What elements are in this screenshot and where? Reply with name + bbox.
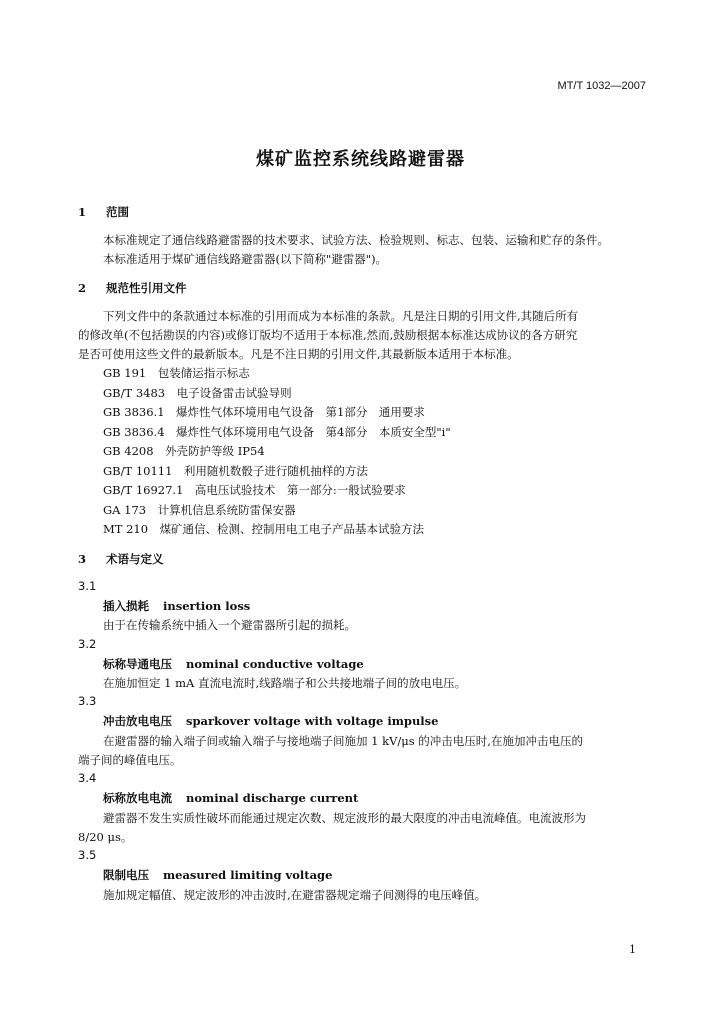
reference-title: 爆炸性气体环境用电气设备 第1部分 通用要求 bbox=[176, 405, 425, 419]
reference-item bbox=[103, 463, 368, 479]
reference-item bbox=[103, 482, 406, 498]
reference-title: 高电压试验技术 第一部分:一般试验要求 bbox=[194, 483, 406, 497]
clause-number: 3.3 bbox=[78, 694, 97, 708]
section-title: 范围 bbox=[106, 205, 129, 219]
reference-item bbox=[103, 443, 265, 459]
reference-code: GB/T 16927.1 bbox=[103, 483, 184, 497]
reference-title: 包装储运指示标志 bbox=[157, 366, 250, 380]
term-definition: 施加规定幅值、规定波形的冲击波时,在避雷器规定端子间测得的电压峰值。 bbox=[103, 888, 487, 902]
reference-code: GB 3836.4 bbox=[103, 425, 165, 439]
section-title: 术语与定义 bbox=[106, 552, 164, 566]
reference-title: 电子设备雷击试验导则 bbox=[176, 386, 292, 400]
reference-code: MT 210 bbox=[103, 522, 149, 536]
references-intro-line-2: 的修改单(不包括勘误的内容)或修订版均不适用于本标准,然而,鼓励根据本标准达成协议的各方研究 bbox=[78, 328, 578, 342]
section-number: 2 bbox=[78, 281, 87, 295]
standard-number: MT/T 1032—2007 bbox=[557, 80, 646, 92]
reference-item bbox=[103, 424, 451, 440]
reference-item bbox=[103, 502, 296, 518]
document-title: 煤矿监控系统线路避雷器 bbox=[256, 149, 465, 170]
term-en: insertion loss bbox=[163, 599, 251, 613]
section-2-heading bbox=[78, 280, 187, 296]
reference-title: 爆炸性气体环境用电气设备 第4部分 本质安全型"i" bbox=[176, 425, 451, 439]
reference-title: 计算机信息系统防雷保安器 bbox=[157, 503, 296, 517]
term-heading bbox=[103, 790, 358, 806]
references-intro-line-1: 下列文件中的条款通过本标准的引用而成为本标准的条款。凡是注日期的引用文件,其随后所有 bbox=[103, 309, 579, 323]
clause-number: 3.1 bbox=[78, 579, 97, 593]
section-title: 规范性引用文件 bbox=[106, 281, 187, 295]
term-zh: 标称导通电压 bbox=[103, 657, 172, 671]
term-definition: 在施加恒定 1 mA 直流电流时,线路端子和公共接地端子间的放电电压。 bbox=[103, 676, 467, 690]
term-zh: 冲击放电电压 bbox=[103, 714, 172, 728]
page-number: 1 bbox=[629, 943, 636, 956]
section-3-heading bbox=[78, 551, 164, 567]
section-number: 3 bbox=[78, 552, 87, 566]
reference-item bbox=[103, 385, 292, 401]
section-1-heading bbox=[78, 204, 129, 220]
reference-item bbox=[103, 404, 425, 420]
term-heading bbox=[103, 598, 250, 614]
term-en: nominal discharge current bbox=[186, 791, 359, 805]
reference-item bbox=[103, 521, 424, 537]
term-zh: 插入损耗 bbox=[103, 599, 149, 613]
reference-code: GB/T 10111 bbox=[103, 464, 173, 478]
term-en: nominal conductive voltage bbox=[186, 657, 364, 671]
scope-paragraph-2: 本标准适用于煤矿通信线路避雷器(以下简称"避雷器")。 bbox=[103, 252, 388, 266]
clause-number: 3.4 bbox=[78, 771, 97, 785]
term-heading bbox=[103, 713, 438, 729]
reference-code: GB/T 3483 bbox=[103, 386, 166, 400]
section-number: 1 bbox=[78, 205, 87, 219]
term-heading bbox=[103, 656, 364, 672]
reference-code: GB 3836.1 bbox=[103, 405, 165, 419]
term-en: measured limiting voltage bbox=[163, 868, 333, 882]
term-zh: 标称放电电流 bbox=[103, 791, 172, 805]
reference-title: 外壳防护等级 IP54 bbox=[165, 444, 265, 458]
term-heading bbox=[103, 867, 332, 883]
clause-number: 3.2 bbox=[78, 637, 97, 651]
reference-item bbox=[103, 365, 250, 381]
term-definition-line-2: 8/20 μs。 bbox=[78, 830, 133, 844]
term-en: sparkover voltage with voltage impulse bbox=[186, 714, 439, 728]
clause-number: 3.5 bbox=[78, 848, 97, 862]
reference-code: GA 173 bbox=[103, 503, 147, 517]
term-definition-line-1: 避雷器不发生实质性破坏而能通过规定次数、规定波形的最大限度的冲击电流峰值。电流波形为 bbox=[103, 811, 586, 825]
references-intro-line-3: 是否可使用这些文件的最新版本。凡是不注日期的引用文件,其最新版本适用于本标准。 bbox=[78, 347, 519, 361]
reference-code: GB 191 bbox=[103, 366, 147, 380]
reference-title: 煤矿通信、检测、控制用电工电子产品基本试验方法 bbox=[159, 522, 425, 536]
term-definition-line-2: 端子间的峰值电压。 bbox=[78, 753, 182, 767]
term-definition-line-1: 在避雷器的输入端子间或输入端子与接地端子间施加 1 kV/μs 的冲击电压时,在施加冲击电压的 bbox=[103, 734, 583, 748]
reference-title: 利用随机数骰子进行随机抽样的方法 bbox=[183, 464, 368, 478]
term-zh: 限制电压 bbox=[103, 868, 149, 882]
term-definition: 由于在传输系统中插入一个避雷器所引起的损耗。 bbox=[103, 618, 356, 632]
scope-paragraph-1: 本标准规定了通信线路避雷器的技术要求、试验方法、检验规则、标志、包装、运输和贮存的条件。 bbox=[103, 233, 609, 247]
reference-code: GB 4208 bbox=[103, 444, 154, 458]
